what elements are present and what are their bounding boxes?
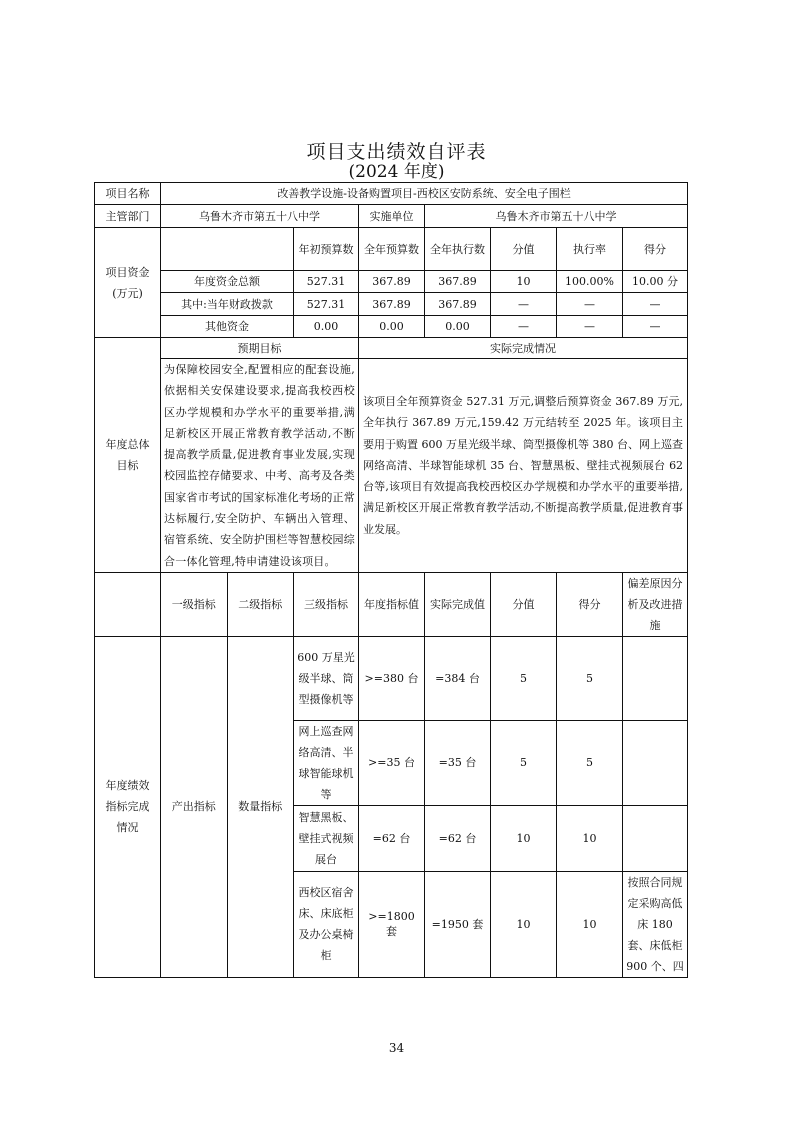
indicators-header-level2: 二级指标 (227, 572, 294, 636)
project-name-label: 项目名称 (95, 183, 161, 205)
funds-cell: — (491, 316, 557, 338)
indicators-header-score: 得分 (557, 572, 623, 636)
goals-content-row (95, 359, 688, 573)
indicators-header-score-value: 分值 (491, 572, 557, 636)
funds-label: 项目资金 (105, 265, 150, 279)
actual-completion-text: 该项目全年预算资金 527.31 万元,调整后预算资金 367.89 万元,全年执行 367.89 万元,159.42 万元结转至 2025 年。该项目主要用于购置 600 万星光级半球、筒型摄像机等 380 台、网上巡查网络高清、半球智能球机 35 台、智慧黑板、壁挂式视频展台 62 台等,该项目有效提高我校西校区办学规模和办学水平的重要举措,满足新校区开展正常教育教学活动,不断提高教学质量,促进教育事业发展。 (359, 359, 688, 573)
indicator-actual: =1950 套 (425, 871, 491, 977)
funds-row (95, 316, 688, 338)
funds-header-initial-budget: 年初预算数 (294, 228, 359, 271)
indicator-deviation (623, 720, 688, 805)
indicators-header-level3: 三级指标 (294, 572, 359, 636)
funds-cell: 367.89 (359, 293, 425, 316)
funds-cell: — (491, 293, 557, 316)
funds-cell: 527.31 (294, 271, 359, 293)
funds-cell: 0.00 (294, 316, 359, 338)
indicators-header-level1: 一级指标 (161, 572, 228, 636)
indicator-score: 5 (557, 636, 623, 720)
indicator-actual: =35 台 (425, 720, 491, 805)
indicator-deviation (623, 805, 688, 871)
expected-goal-text: 为保障校园安全,配置相应的配套设施,依据相关安保建设要求,提高我校西校区办学规模和办学水平的重要举措,满足新校区开展正常教育教学活动,不断提高教学质量,促进教育事业发展,实现校园监控存储要求、中考、高考及各类国家省市考试的国家标准化考场的正常达标履行,安全防护、车辆出入管理、宿管系统、安全防护围栏等智慧校园综合一体化管理,特申请建设该项目。 (161, 359, 359, 573)
implementer-value: 乌鲁木齐市第五十八中学 (425, 205, 688, 228)
funds-row (95, 271, 688, 293)
funds-cell: 10 (491, 271, 557, 293)
indicator-level2: 数量指标 (227, 636, 294, 977)
indicator-score: 5 (557, 720, 623, 805)
indicators-header-actual: 实际完成值 (425, 572, 491, 636)
goals-label: 年度总体目标 (95, 338, 161, 573)
funds-cell: — (557, 316, 623, 338)
department-label: 主管部门 (95, 205, 161, 228)
indicator-score-value: 10 (491, 805, 557, 871)
funds-cell: 0.00 (359, 316, 425, 338)
project-name-value: 改善教学设施-设备购置项目-西校区安防系统、安全电子围栏 (161, 183, 688, 205)
document-subtitle: (2024 年度) (348, 162, 445, 182)
expected-goal-header: 预期目标 (161, 338, 359, 359)
funds-cell: — (557, 293, 623, 316)
indicator-deviation (623, 636, 688, 720)
indicator-level3: 西校区宿舍床、床底柜及办公桌椅柜 (294, 871, 359, 977)
indicator-score-value: 5 (491, 636, 557, 720)
indicator-actual: =384 台 (425, 636, 491, 720)
funds-header-score-value: 分值 (491, 228, 557, 271)
implementer-label: 实施单位 (359, 205, 425, 228)
document-title: 项目支出绩效自评表 (306, 141, 487, 163)
actual-completion-header: 实际完成情况 (359, 338, 688, 359)
funds-cell: — (623, 293, 688, 316)
funds-header-annual-budget: 全年预算数 (359, 228, 425, 271)
indicator-level3: 网上巡查网络高清、半球智能球机等 (294, 720, 359, 805)
indicator-deviation: 按照合同规定采购高低床 180 套、床低柜 900 个、四 (623, 871, 688, 977)
page-number: 34 (388, 1041, 405, 1055)
funds-header-blank (161, 228, 294, 271)
funds-row-label: 其他资金 (161, 316, 294, 338)
funds-cell: 367.89 (425, 271, 491, 293)
funds-header-exec-rate: 执行率 (557, 228, 623, 271)
department-row (95, 205, 688, 228)
indicator-score-value: 10 (491, 871, 557, 977)
indicator-score-value: 5 (491, 720, 557, 805)
funds-label-cell (95, 228, 161, 338)
project-name-row (95, 183, 688, 205)
funds-row-label: 年度资金总额 (161, 271, 294, 293)
indicator-level1: 产出指标 (161, 636, 228, 977)
funds-cell: 527.31 (294, 293, 359, 316)
indicator-score: 10 (557, 805, 623, 871)
performance-evaluation-table (94, 182, 688, 978)
indicators-header-row (95, 572, 688, 636)
funds-row (95, 293, 688, 316)
funds-cell: 100.00% (557, 271, 623, 293)
indicator-level3: 600 万星光级半球、筒型摄像机等 (294, 636, 359, 720)
indicator-actual: =62 台 (425, 805, 491, 871)
funds-cell: 0.00 (425, 316, 491, 338)
indicator-score: 10 (557, 871, 623, 977)
department-value: 乌鲁木齐市第五十八中学 (161, 205, 359, 228)
funds-row-label: 其中:当年财政拨款 (161, 293, 294, 316)
funds-header-row (95, 228, 688, 271)
funds-cell: 367.89 (425, 293, 491, 316)
indicators-header-blank (95, 572, 161, 636)
indicator-level3: 智慧黑板、壁挂式视频展台 (294, 805, 359, 871)
indicators-label: 年度绩效指标完成情况 (95, 636, 161, 977)
goals-header-row (95, 338, 688, 359)
funds-unit: (万元) (112, 286, 143, 300)
indicators-header-deviation: 偏差原因分析及改进措施 (623, 572, 688, 636)
funds-header-score: 得分 (623, 228, 688, 271)
funds-header-executed: 全年执行数 (425, 228, 491, 271)
indicator-target: >=35 台 (359, 720, 425, 805)
indicator-target: >=1800 套 (359, 871, 425, 977)
indicator-row (95, 636, 688, 720)
indicator-target: =62 台 (359, 805, 425, 871)
funds-cell: — (623, 316, 688, 338)
funds-cell: 10.00 分 (623, 271, 688, 293)
indicator-target: >=380 台 (359, 636, 425, 720)
indicators-header-target: 年度指标值 (359, 572, 425, 636)
funds-cell: 367.89 (359, 271, 425, 293)
